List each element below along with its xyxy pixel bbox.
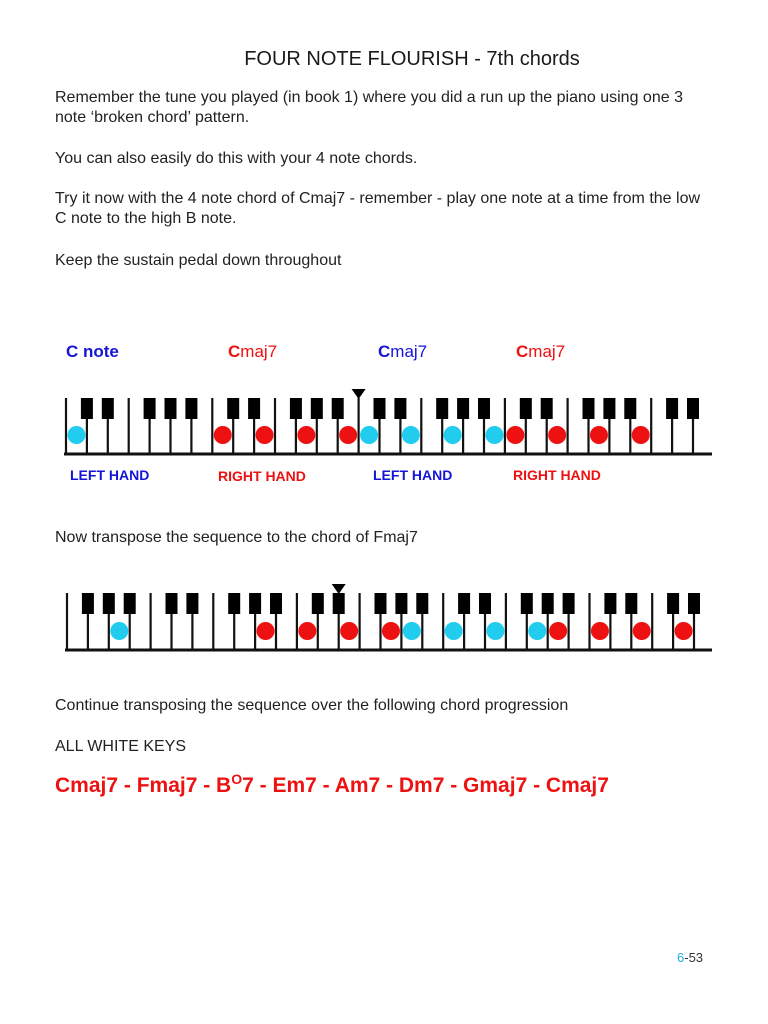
right-hand-note-dot: [633, 622, 651, 640]
black-key: [375, 593, 387, 614]
page-chapter: 6: [677, 950, 685, 965]
black-key: [625, 593, 637, 614]
right-hand-note-dot: [548, 426, 566, 444]
progression-part-1: Cmaj7 - Fmaj7 - B: [55, 774, 232, 797]
right-hand-note-dot: [257, 622, 275, 640]
chord-root: C: [228, 342, 241, 361]
right-hand-note-dot: [506, 426, 524, 444]
black-key: [458, 593, 470, 614]
black-key: [227, 398, 239, 419]
diminished-symbol: O: [231, 771, 243, 787]
black-key: [312, 593, 324, 614]
chord-label-2: [378, 342, 427, 362]
black-key: [603, 398, 615, 419]
black-key: [144, 398, 156, 419]
left-hand-label-1: LEFT HAND: [70, 467, 150, 483]
right-hand-label-1: RIGHT HAND: [218, 468, 306, 484]
left-hand-note-dot: [360, 426, 378, 444]
page-index: -53: [684, 950, 704, 965]
black-key: [457, 398, 469, 419]
black-key: [228, 593, 240, 614]
black-key: [81, 398, 93, 419]
black-key: [542, 593, 554, 614]
page-number: [677, 950, 703, 965]
black-key: [667, 593, 679, 614]
black-key: [290, 398, 302, 419]
left-hand-note-dot: [403, 622, 421, 640]
left-hand-note-dot: [528, 622, 546, 640]
black-key: [479, 593, 491, 614]
black-key: [249, 593, 261, 614]
black-key: [311, 398, 323, 419]
black-key: [478, 398, 490, 419]
paragraph-cmaj7-instructions: Try it now with the 4 note chord of Cmaj7 - remember - play one note at a time from the low C note to the high B note.: [55, 190, 701, 227]
intro-paragraph: Remember the tune you played (in book 1) where you did a run up the piano using one 3 note ‘broken chord’ pattern.: [55, 89, 683, 126]
black-key: [165, 398, 177, 419]
black-key: [666, 398, 678, 419]
left-hand-label-2: LEFT HAND: [373, 467, 453, 483]
black-key: [520, 398, 532, 419]
chord-progression: [55, 771, 609, 798]
left-hand-note-dot: [486, 622, 504, 640]
black-key: [436, 398, 448, 419]
black-key: [688, 593, 700, 614]
black-key: [166, 593, 178, 614]
black-key: [270, 593, 282, 614]
progression-part-2: 7 - Em7 - Am7 - Dm7 - Gmaj7 - Cmaj7: [242, 774, 609, 797]
right-hand-note-dot: [549, 622, 567, 640]
black-key: [624, 398, 636, 419]
chord-root: C: [516, 342, 529, 361]
black-key: [583, 398, 595, 419]
left-hand-note-dot: [67, 426, 85, 444]
page-title: FOUR NOTE FLOURISH - 7th chords: [244, 48, 580, 70]
black-key: [124, 593, 136, 614]
right-hand-note-dot: [340, 622, 358, 640]
chord-quality: maj7: [240, 342, 278, 361]
black-key: [82, 593, 94, 614]
chord-quality: maj7: [390, 342, 428, 361]
black-key: [541, 398, 553, 419]
black-key: [374, 398, 386, 419]
c-note-label: C note: [66, 342, 119, 361]
chord-label-3: [516, 342, 565, 362]
paragraph-4-note: You can also easily do this with your 4 note chords.: [55, 150, 418, 167]
middle-marker-icon: [352, 389, 366, 399]
left-hand-note-dot: [444, 426, 462, 444]
left-hand-note-dot: [402, 426, 420, 444]
left-hand-note-dot: [485, 426, 503, 444]
chord-quality: maj7: [528, 342, 566, 361]
left-hand-note-dot: [110, 622, 128, 640]
black-key: [563, 593, 575, 614]
black-key: [332, 398, 344, 419]
right-hand-note-dot: [214, 426, 232, 444]
black-key: [102, 398, 114, 419]
black-key: [103, 593, 115, 614]
paragraph-sustain: Keep the sustain pedal down throughout: [55, 252, 342, 269]
black-key: [185, 398, 197, 419]
black-key: [186, 593, 198, 614]
paragraph-transpose-fmaj7: Now transpose the sequence to the chord of Fmaj7: [55, 529, 418, 546]
black-key: [416, 593, 428, 614]
right-hand-note-dot: [297, 426, 315, 444]
black-key: [687, 398, 699, 419]
right-hand-note-dot: [590, 426, 608, 444]
paragraph-continue: Continue transposing the sequence over the following chord progression: [55, 697, 569, 714]
paragraph-all-white-keys: ALL WHITE KEYS: [55, 738, 186, 755]
right-hand-note-dot: [339, 426, 357, 444]
right-hand-note-dot: [298, 622, 316, 640]
right-hand-note-dot: [675, 622, 693, 640]
right-hand-note-dot: [382, 622, 400, 640]
black-key: [333, 593, 345, 614]
black-key: [394, 398, 406, 419]
black-key: [521, 593, 533, 614]
right-hand-note-dot: [591, 622, 609, 640]
right-hand-label-2: RIGHT HAND: [513, 467, 601, 483]
chord-label-1: [228, 342, 277, 362]
middle-marker-icon: [332, 584, 346, 594]
black-key: [604, 593, 616, 614]
right-hand-note-dot: [632, 426, 650, 444]
chord-root: C: [378, 342, 391, 361]
black-key: [248, 398, 260, 419]
left-hand-note-dot: [445, 622, 463, 640]
right-hand-note-dot: [256, 426, 274, 444]
black-key: [395, 593, 407, 614]
